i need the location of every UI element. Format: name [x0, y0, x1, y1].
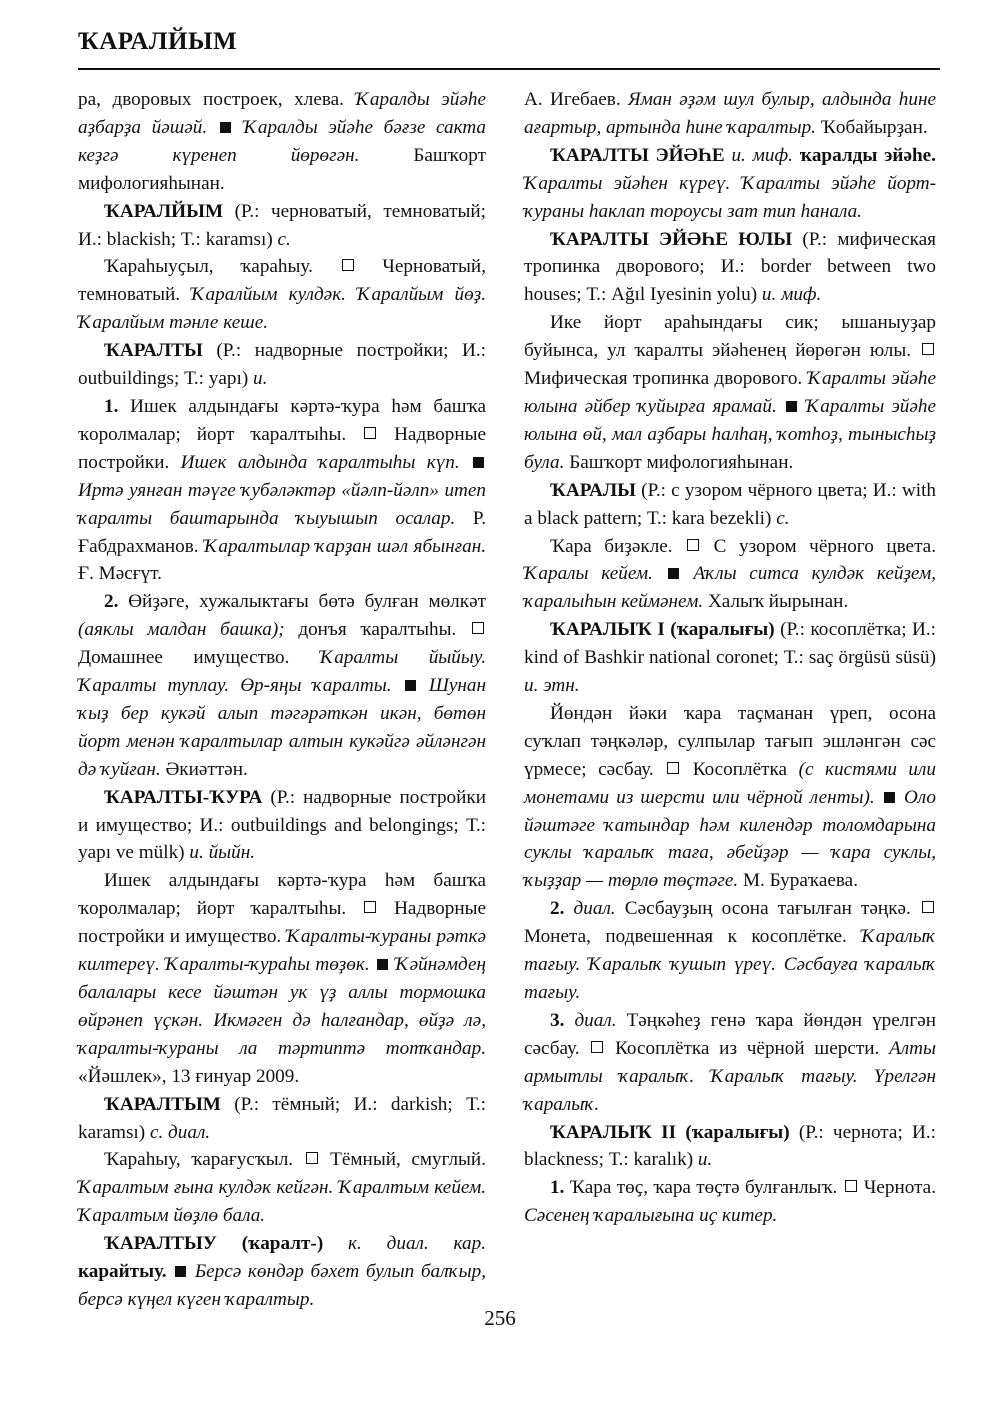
black-square-icon — [884, 792, 895, 803]
dictionary-entry: ҠАРАЛТЫ (Р.: надворные постройки; И.: outbuildings; Т.: yapı) и. — [78, 340, 486, 390]
page-number: 256 — [484, 1306, 516, 1330]
left-column — [78, 86, 486, 1314]
white-square-icon — [342, 259, 354, 271]
entry-definition: Ҡараһыу, ҡарағусҡыл. Тёмный, смуглый. Ҡаралтым ғына кулдәк кейгән. Ҡаралтым кейем. Ҡаралтым йөҙлө бала. — [78, 1149, 486, 1227]
entry-headword: ҠАРАЛЫҠ I (ҡаралығы) — [550, 619, 775, 641]
right-column — [524, 86, 936, 1230]
entry-definition: Йөндән йәки ҡара таҫманан үреп, осона суҡлап тәңкәләр, сулпылар тағып эшләнгән сәс үрмесе; сәсбау. Косоплётка (с кистями или монетами из шерсти или чёрной ленты). Оло йәштәге ҡатындар һәм килендәр толомдарына суклы ҡаралыҡ таға, әбейҙәр — ҡара суклы, ҡыҙҙар — төрлө төҫтәге. М. Бураҡаева. — [524, 702, 937, 892]
white-square-icon — [922, 343, 934, 355]
white-square-icon — [306, 1152, 318, 1164]
black-square-icon — [786, 401, 797, 412]
entry-definition: Ҡараһыуҫыл, ҡараһыу. Черноватый, темноватый. Ҡаралйым кулдәк. Ҡаралйым йөҙ. Ҡаралйым тәнле кеше. — [78, 256, 486, 334]
running-head: ҠАРАЛЙЫМ — [78, 28, 238, 55]
black-square-icon — [377, 959, 388, 970]
header-rule — [78, 68, 940, 70]
dictionary-entry: ҠАРАЛТЫМ (Р.: тёмный; И.: darkish; Т.: karamsı) с. диал. — [78, 1093, 486, 1143]
entry-sense: 1. Ишек алдындағы кәртә-ҡура һәм башҡа ҡоролмалар; йорт ҡаралтыһы. Надворные постройки. Ишек алдында ҡаралтыһы күп. Иртә уянған тәүге ҡубәләктәр «йәлп-йәлп» итеп ҡаралты баштарында ҡыуышып осалар. Р. Ғабдрахманов. Ҡаралтылар ҡарҙан шәл ябынған. Ғ. Мәсғүт. — [78, 395, 487, 585]
white-square-icon — [667, 762, 679, 774]
dictionary-entry: ҠАРАЛТЫ ЭЙӘҺЕ и. миф. ҡаралды эйәһе. Ҡаралты эйәһен күреү. Ҡаралты эйәһе йорт-ҡураны һаклап тороусы зат тип һанала. — [524, 144, 936, 222]
white-square-icon — [364, 901, 376, 913]
white-square-icon — [922, 901, 934, 913]
entry-definition: Ишек алдындағы кәртә-ҡура һәм башҡа ҡоролмалар; йорт ҡаралтыһы. Надворные постройки и имущество. Ҡаралты-ҡураны рәткә килтереү. Ҡаралты-ҡураһы төҙөк. Ҡәйнәмдең балалары кесе йәштән ук үҙ аллы тормошка өйрәнеп үҫкән. Икмәген дә һалғандар, өйҙә лә, ҡаралты-ҡураны ла тәртиптә тотҡандар. «Йәшлек», 13 ғинуар 2009. — [78, 870, 487, 1087]
entry-sense: 2. Өйҙәге, хужалыктағы бөтә булған мөлкәт (аяклы малдан башка); донъя ҡаралтыһы. Домашнее имущество. Ҡаралты йыйыу. Ҡаралты туплау. Өр-яңы ҡаралты. Шунан ҡыҙ бер кукәй алып тәгәрәткән икән, бөтөн йорт менән ҡаралтылар алтын кукәйгә әйләнгән дә ҡуйған. Әкиәттән. — [78, 591, 487, 780]
dictionary-entry: ҠАРАЛЙЫМ (Р.: черноватый, темноватый; И.: blackish; Т.: karamsı) с. — [78, 200, 486, 250]
white-square-icon — [591, 1041, 603, 1053]
black-square-icon — [220, 122, 231, 133]
black-square-icon — [405, 680, 416, 691]
dictionary-entry: ҠАРАЛТЫУ (ҡаралт-) к. диал. кар. карайтыу. Берсә көндәр бәхет булып балҡыр, берсә күңел күген ҡаралтыр. — [78, 1233, 487, 1310]
entry-headword: ҠАРАЛЫҠ II (ҡаралығы) — [550, 1121, 790, 1143]
entry-sense: 2. диал. Сәсбауҙың осона тағылған тәңкә. Монета, подвешенная к косоплётке. Ҡаралыҡ тағыу. Ҡаралыҡ ҡушып үреү. Сәсбауға ҡаралыҡ тағыу. — [524, 898, 936, 1003]
entry-definition: Ике йорт араһындағы сик; ышаныуҙар буйынса, ул ҡаралты эйәһенең йөрөгән юлы. Мифическая тропинка дворового. Ҡаралты эйәһе юлына әйбер ҡуйырға ярамай. Ҡаралты эйәһе юлына өй, мал аҙбары һалһаң, ҡотһоҙ, тынысһыҙ була. Башҡорт мифологияһынан. — [524, 312, 937, 473]
dictionary-entry: ҠАРАЛТЫ ЭЙӘҺЕ ЮЛЫ (Р.: мифическая тропинка дворового; И.: border between two houses; Т.: Ağıl Iyesinin yolu) и. миф. — [524, 228, 936, 306]
dictionary-entry: ҠАРАЛЫҠ I (ҡаралығы) (Р.: косоплётка; И.: kind of Bashkir national coronet; Т.: saç örgüsü süsü) и. этн. — [524, 619, 936, 697]
entry-headword: ҠАРАЛТЫ — [104, 340, 203, 362]
entry-headword: ҠАРАЛТЫМ — [104, 1093, 221, 1115]
entry-headword: ҠАРАЛЫ — [550, 479, 637, 501]
black-square-icon — [473, 457, 484, 468]
entry-definition: Ҡара биҙәкле. С узором чёрного цвета. Ҡаралы кейем. Аҡлы ситса кулдәк кейҙем, ҡаралыһын кеймәнем. Халыҡ йырынан. — [524, 535, 937, 613]
entry-headword: ҠАРАЛТЫУ — [104, 1233, 217, 1255]
white-square-icon — [472, 622, 484, 634]
entry-continuation: А. Игебаев. Яман әҙәм шул булыр, алдында һине ағартыр, артында һине ҡаралтыр. Ҡобайырҙан. — [524, 89, 937, 138]
entry-headword: ҠАРАЛТЫ-ҠУРА — [104, 786, 263, 808]
black-square-icon — [668, 568, 679, 579]
entry-headword: ҠАРАЛТЫ ЭЙӘҺЕ ЮЛЫ — [550, 228, 793, 250]
entry-headword: ҠАРАЛТЫ ЭЙӘҺЕ — [550, 144, 725, 166]
entry-continuation: ра, дворовых построек, хлева. Ҡаралды эйәһе аҙбарҙа йәшәй. Ҡаралды эйәһе бәғзе сакта кеҙгә күренеп йөрөгән. Башҡорт мифологияһынан. — [78, 89, 487, 194]
dictionary-entry: ҠАРАЛЫҠ II (ҡаралығы) (Р.: чернота; И.: blackness; Т.: karalık) и. — [524, 1121, 936, 1171]
black-square-icon — [175, 1266, 186, 1277]
white-square-icon — [364, 427, 376, 439]
white-square-icon — [845, 1180, 857, 1192]
entry-sense: 1. Ҡара төҫ, ҡара төҫтә булғанлыҡ. Чернота. Сәсенең ҡаралығына иҫ китер. — [524, 1177, 936, 1227]
white-square-icon — [687, 539, 699, 551]
dictionary-entry: ҠАРАЛЫ (Р.: с узором чёрного цвета; И.: with a black pattern; Т.: kara bezekli) с. — [524, 479, 936, 529]
dictionary-entry: ҠАРАЛТЫ-ҠУРА (Р.: надворные постройки и имущество; И.: outbuildings and belongings; Т.: yapı ve mülk) и. йыйн. — [78, 786, 486, 864]
entry-headword: ҠАРАЛЙЫМ — [104, 200, 224, 222]
entry-sense: 3. диал. Тәңкәһеҙ генә ҡара йөндән үрелгән сәсбау. Косоплётка из чёрной шерсти. Алты армытлы ҡаралыҡ. Ҡаралыҡ тағыу. Үрелгән ҡаралыҡ. — [524, 1009, 937, 1115]
